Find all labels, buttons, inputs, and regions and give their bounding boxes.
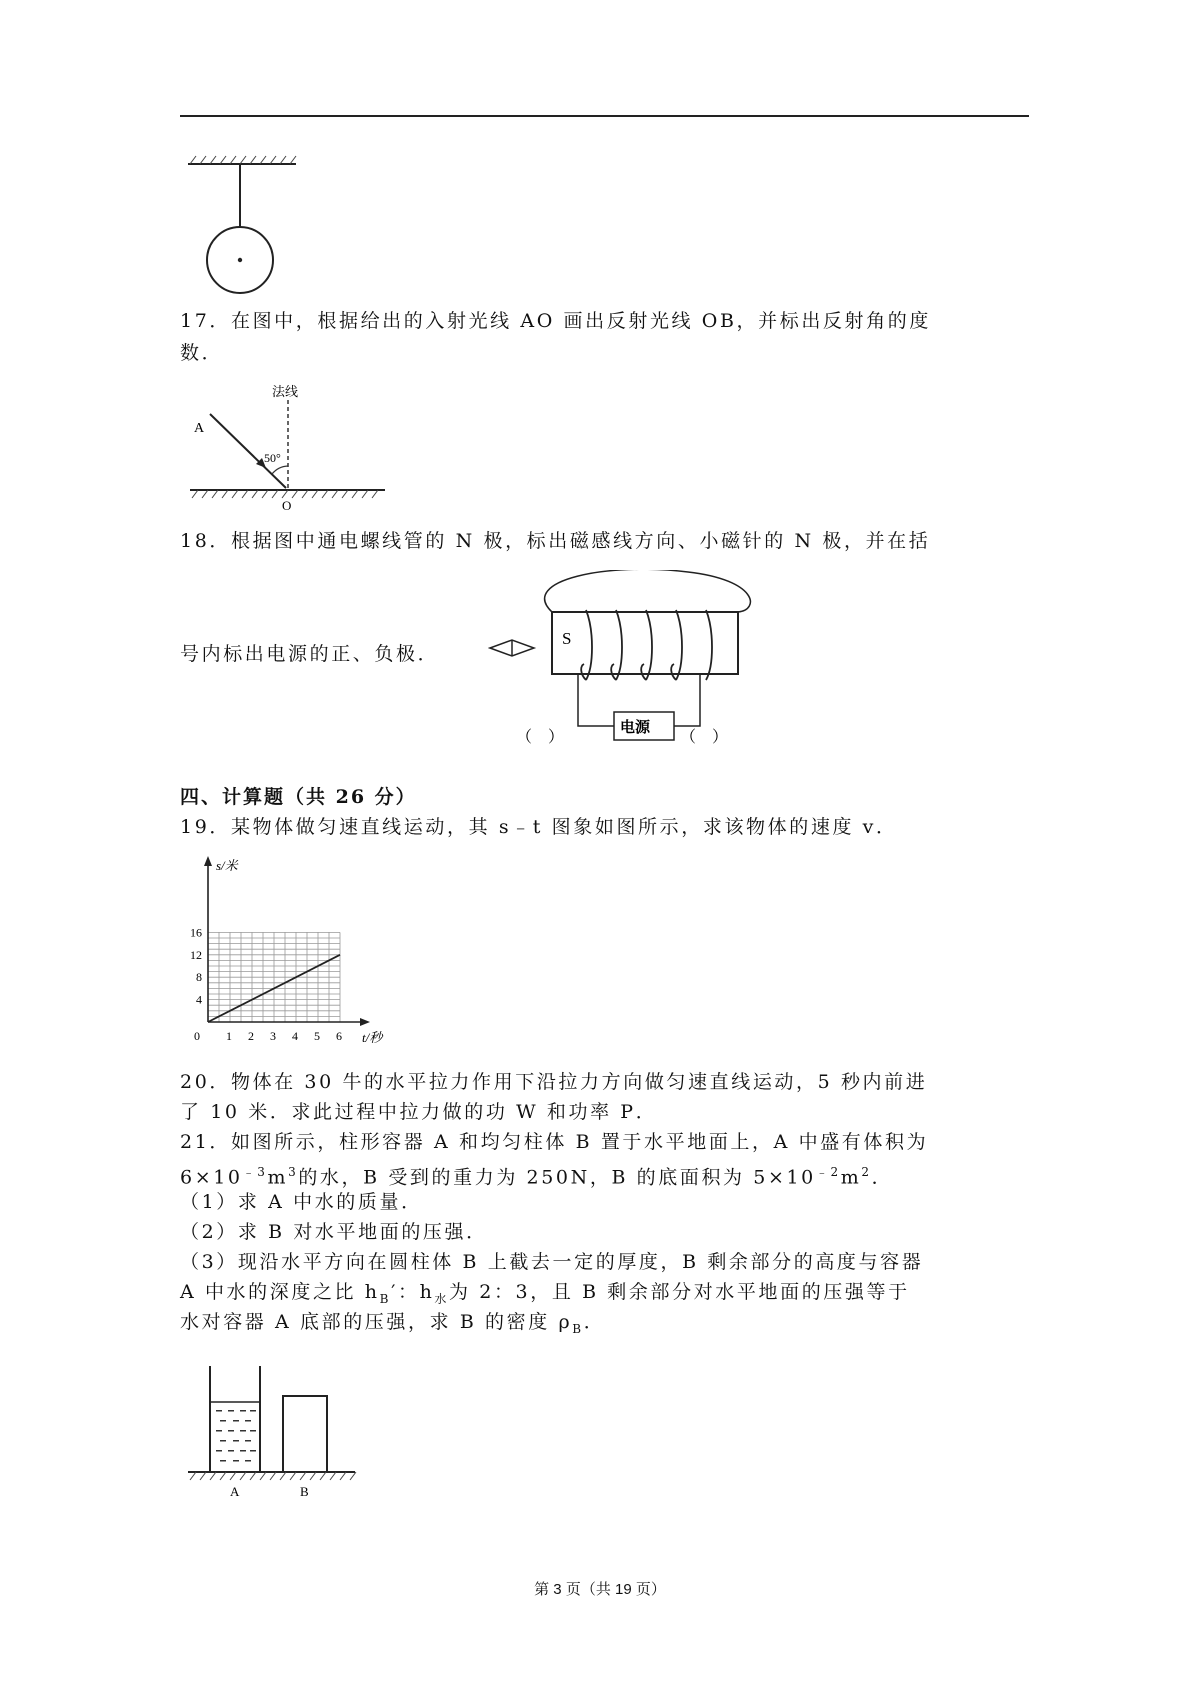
page-footer: 第 3 页（共 19 页）: [534, 1581, 666, 1598]
q19-text: 19．某物体做匀速直线运动，其 s﹣t 图象如图所示，求该物体的速度 v．: [180, 816, 898, 838]
angle-label: 50°: [264, 451, 281, 465]
y-axis-arrow-icon: [204, 856, 212, 866]
label-a: A: [230, 1484, 240, 1499]
q20-text-line2: 了 10 米．求此过程中拉力做的功 W 和功率 P．: [180, 1101, 658, 1123]
ray-label-a: A: [194, 421, 205, 436]
q17-text-line2: 数．: [180, 342, 224, 364]
y-tick-label: 4: [196, 992, 202, 1007]
x-axis-arrow-icon: [360, 1018, 370, 1026]
q21-sub3-line2: A 中水的深度之比 $h_B'$：$h_水$为 2：3，且 B 剩余部分对水平地面的压强等于: [180, 1281, 910, 1306]
normal-label: 法线: [272, 384, 299, 399]
x-tick-label: 1: [226, 1029, 232, 1043]
pole-label-s: S: [562, 629, 572, 648]
solenoid-figure: [488, 570, 758, 750]
q21-sub3-line3: 水对容器 A 底部的压强，求 B 的密度 $\rho_B$．: [180, 1311, 606, 1336]
y-axis-label: s/米: [216, 858, 238, 873]
q17-text-line1: 17．在图中，根据给出的入射光线 AO 画出反射光线 OB，并标出反射角的度: [180, 310, 931, 332]
q21-sub1: （1）求 A 中水的质量．: [180, 1191, 423, 1213]
q20-text-line1: 20．物体在 30 牛的水平拉力作用下沿拉力方向做匀速直线运动，5 秒内前进: [180, 1071, 928, 1093]
container-figure: [180, 1362, 360, 1502]
x-axis-label: t/秒: [362, 1030, 383, 1045]
q21-sub2: （2）求 B 对水平地面的压强．: [180, 1221, 488, 1243]
x-tick-label: 3: [270, 1029, 276, 1043]
header-rule: [180, 115, 1029, 117]
bracket-right: （ ）: [680, 729, 729, 746]
point-label-o: O: [282, 498, 292, 513]
label-b: B: [300, 1484, 309, 1499]
power-source-label: 电源: [620, 720, 651, 736]
q21-sub3-line1: （3）现沿水平方向在圆柱体 B 上截去一定的厚度，B 剩余部分的高度与容器: [180, 1251, 924, 1273]
section-heading: 四、计算题（共 26 分）: [180, 786, 417, 808]
pendulum-figure: [180, 150, 310, 300]
st-chart: [180, 852, 390, 1052]
x-tick-label: 2: [248, 1029, 254, 1043]
q21-line2: $6\times 10^{﹣3}m^3$的水，B 受到的重力为 250N，B 的底面积为 $5\times 10^{﹣2}m^2$．: [180, 1165, 894, 1189]
q21-line1: 21．如图所示，柱形容器 A 和均匀柱体 B 置于水平地面上，A 中盛有体积为: [180, 1131, 929, 1153]
y-tick-label: 16: [190, 925, 202, 940]
reflection-figure: [180, 378, 390, 518]
x-tick-label: 6: [336, 1029, 342, 1043]
compass-needle-icon: [490, 640, 534, 656]
y-tick-label: 12: [190, 947, 202, 962]
x-tick-label: 5: [314, 1029, 320, 1043]
q18-text-line2: 号内标出电源的正、负极．: [180, 643, 440, 665]
x-tick-label: 0: [194, 1029, 200, 1043]
y-tick-label: 8: [196, 970, 202, 985]
q18-text-line1: 18．根据图中通电螺线管的 N 极，标出磁感线方向、小磁针的 N 极，并在括: [180, 530, 931, 552]
bracket-left: （ ）: [516, 729, 565, 746]
x-tick-label: 4: [292, 1029, 298, 1043]
